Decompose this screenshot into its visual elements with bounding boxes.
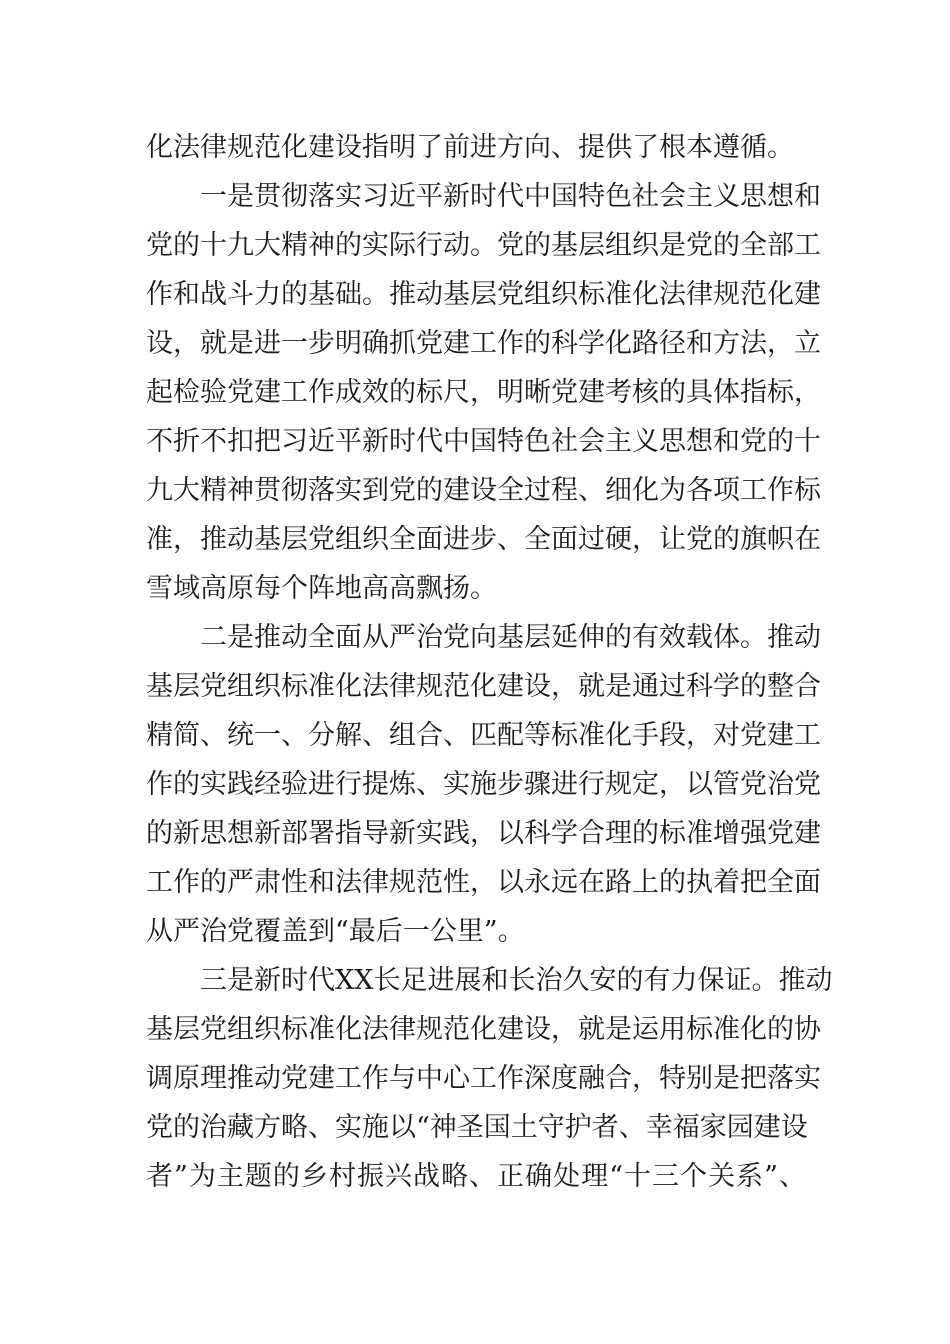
paragraph-line: 的新思想新部署指导新实践，以科学合理的标准增强党建 [146, 818, 821, 849]
paragraph-line: 党的十九大精神的实际行动。党的基层组织是党的全部工 [146, 230, 821, 261]
paragraph-line: 基层党组织标准化法律规范化建设，就是运用标准化的协 [146, 1014, 821, 1045]
paragraph-line: 工作的严肃性和法律规范性，以永远在路上的执着把全面 [146, 867, 821, 898]
paragraph-line: 三是新时代XX长足进展和长治久安的有力保证。推动 [200, 965, 833, 996]
paragraph-line: 作的实践经验进行提炼、实施步骤进行规定，以管党治党 [146, 769, 821, 800]
paragraph-line: 二是推动全面从严治党向基层延伸的有效载体。推动 [200, 622, 821, 653]
paragraph-line: 调原理推动党建工作与中心工作深度融合，特别是把落实 [146, 1063, 821, 1094]
paragraph-line: 一是贯彻落实习近平新时代中国特色社会主义思想和 [200, 181, 821, 212]
paragraph-line: 者”为主题的乡村振兴战略、正确处理“十三个关系”、 [146, 1161, 806, 1192]
paragraph-line: 雪域高原每个阵地高高飘扬。 [146, 573, 497, 604]
paragraph-line: 从严治党覆盖到“最后一公里”。 [146, 916, 525, 947]
paragraph-line: 作和战斗力的基础。推动基层党组织标准化法律规范化建 [146, 279, 821, 310]
paragraph-line: 化法律规范化建设指明了前进方向、提供了根本遵循。 [146, 132, 794, 163]
paragraph-line: 九大精神贯彻落实到党的建设全过程、细化为各项工作标 [146, 475, 821, 506]
paragraph-line: 党的治藏方略、实施以“神圣国土守护者、幸福家园建设 [146, 1112, 808, 1143]
paragraph-line: 准，推动基层党组织全面进步、全面过硬，让党的旗帜在 [146, 524, 821, 555]
paragraph-line: 不折不扣把习近平新时代中国特色社会主义思想和党的十 [146, 426, 821, 457]
paragraph-line: 起检验党建工作成效的标尺，明晰党建考核的具体指标， [146, 377, 821, 408]
paragraph-line: 精简、统一、分解、组合、匹配等标准化手段，对党建工 [146, 720, 821, 751]
paragraph-line: 基层党组织标准化法律规范化建设，就是通过科学的整合 [146, 671, 821, 702]
paragraph-line: 设，就是进一步明确抓党建工作的科学化路径和方法，立 [146, 328, 821, 359]
body-text [146, 123, 833, 1201]
